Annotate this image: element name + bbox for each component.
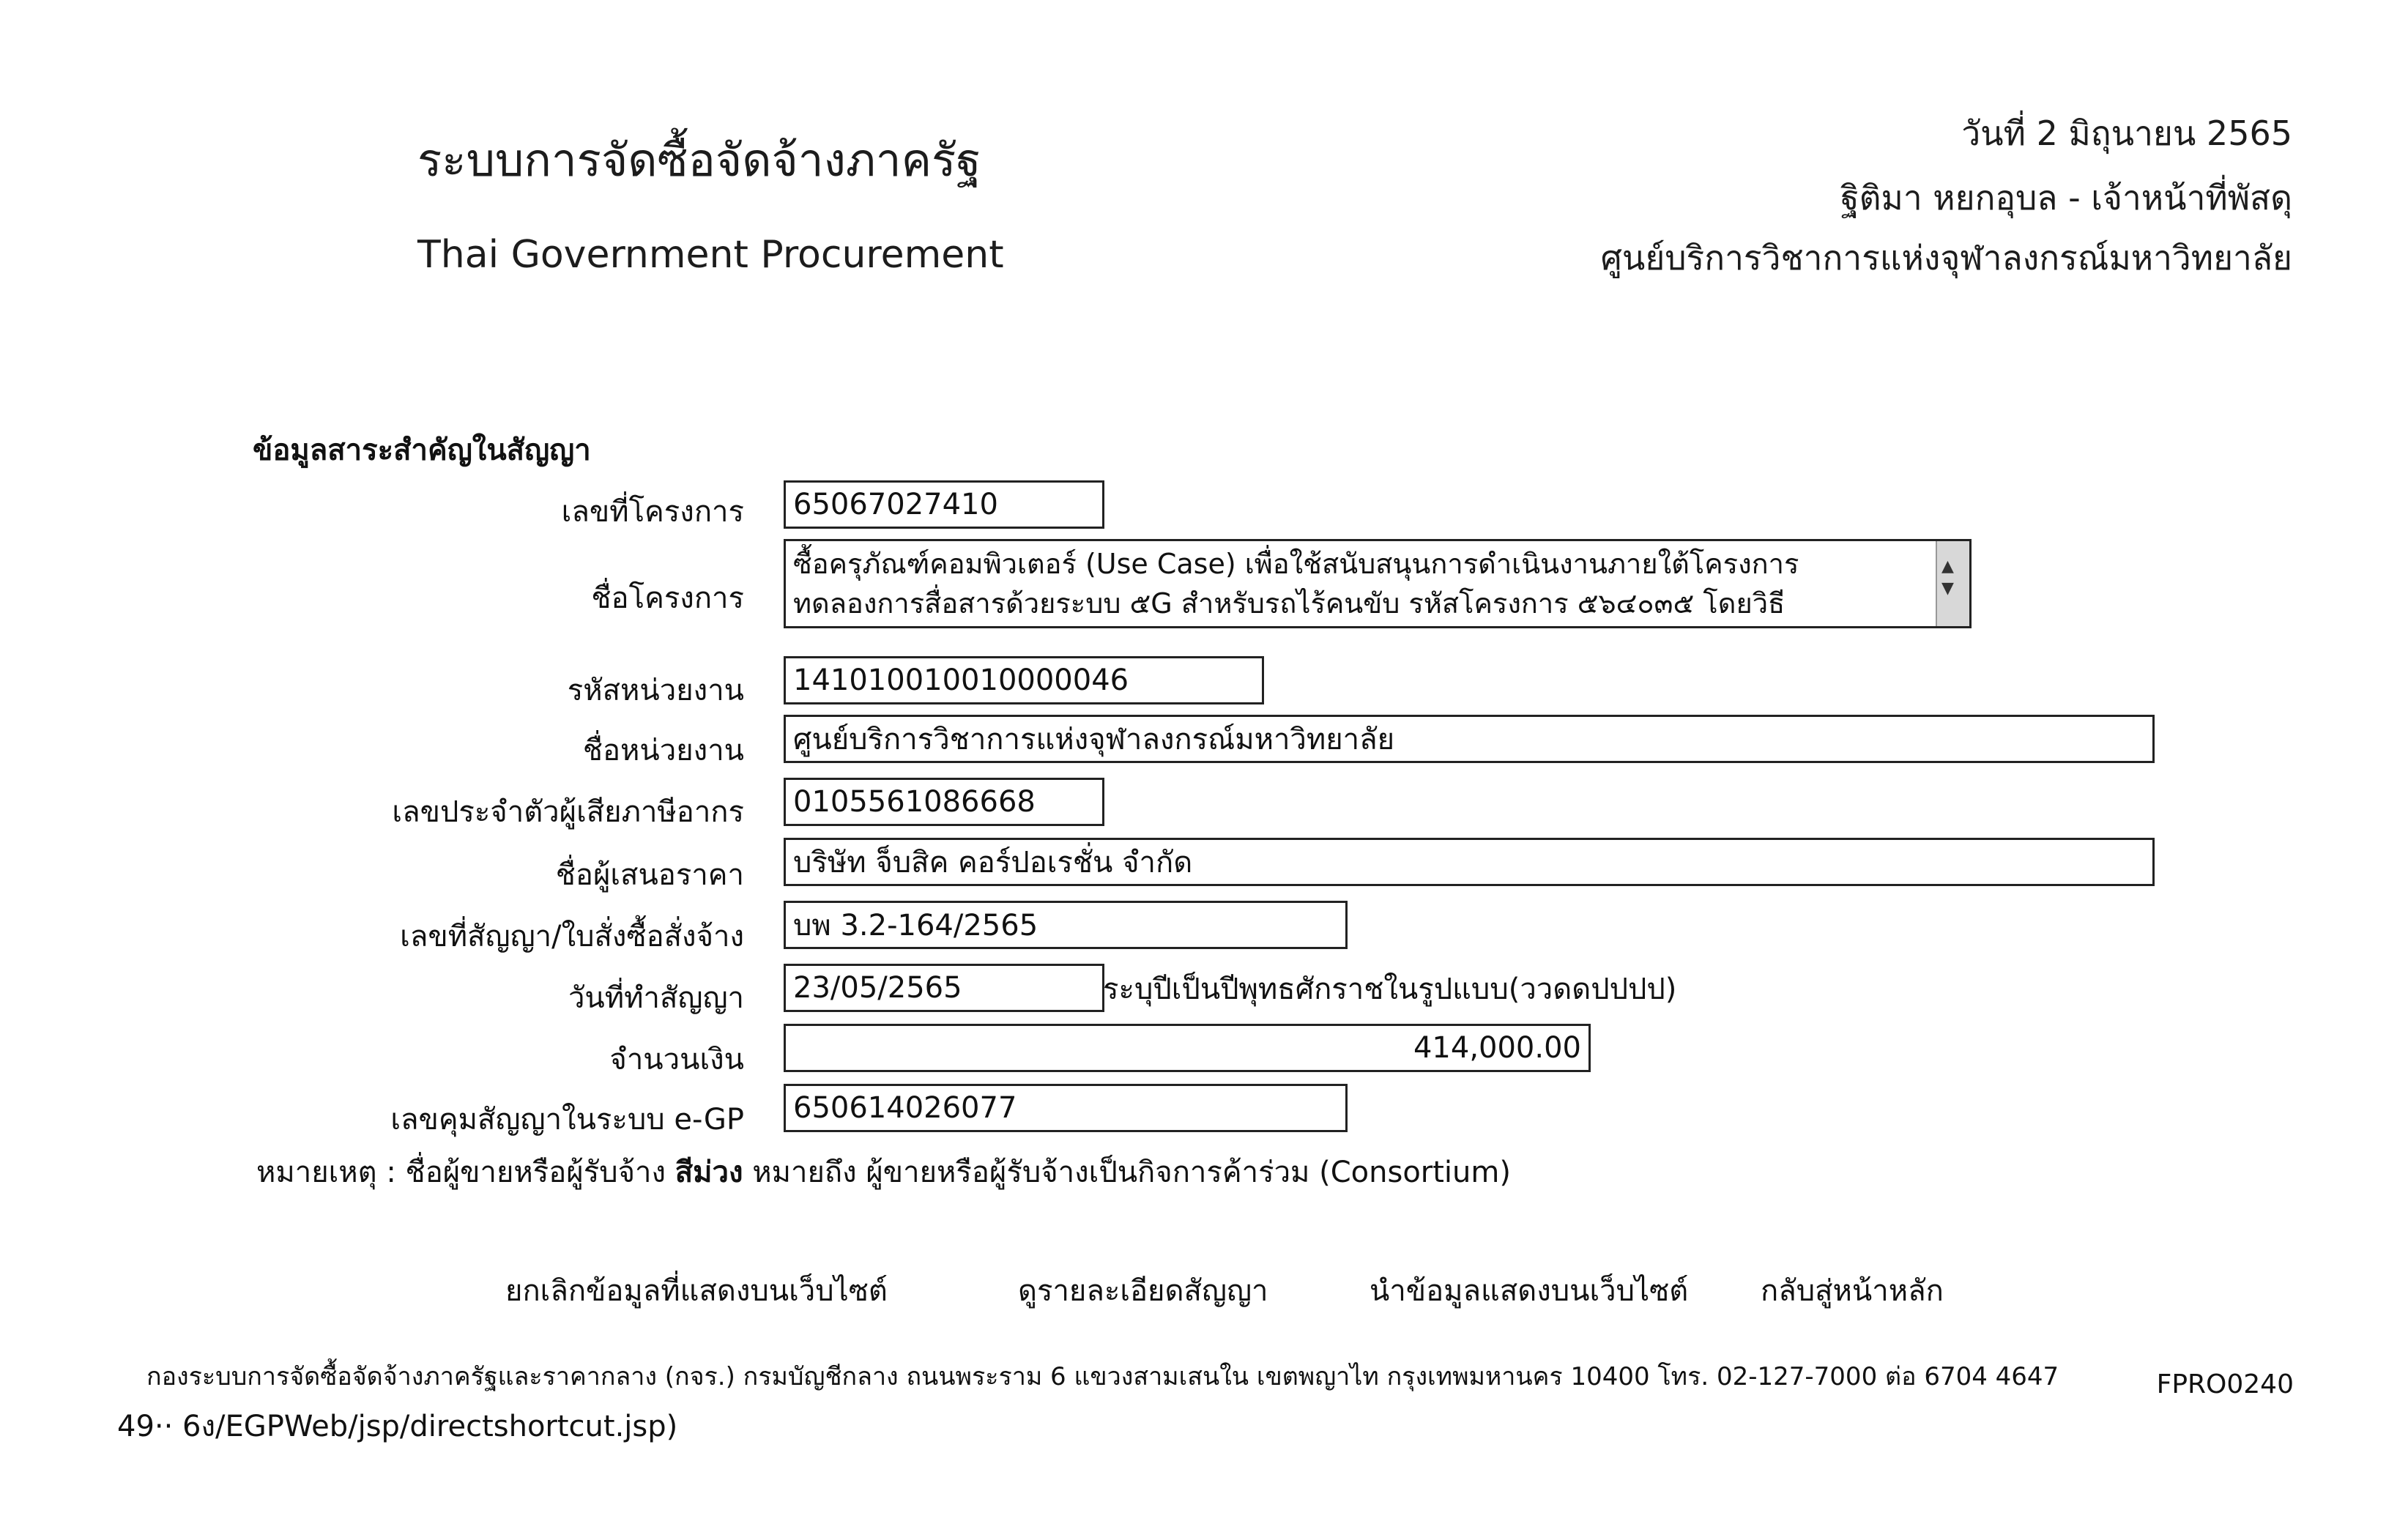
label-tax-id: เลขประจำตัวผู้เสียภาษีอากร <box>392 795 744 829</box>
contract-date-hint: ระบุปีเป็นปีพุทธศักราชในรูปแบบ(ววดดปปปป) <box>1103 973 1677 1006</box>
label-project-number: เลขที่โครงการ <box>561 495 744 529</box>
project-name-line-1: ซื้อครุภัณฑ์คอมพิวเตอร์ (Use Case) เพื่อใช้สนับสนุนการดำเนินงานภายใต้โครงการ <box>793 548 1799 580</box>
header-date: วันที่ 2 มิถุนายน 2565 <box>1961 114 2292 153</box>
header-organization: ศูนย์บริการวิชาการแห่งจุฬาลงกรณ์มหาวิทยาลัย <box>1600 238 2292 278</box>
label-contract-number: เลขที่สัญญา/ใบสั่งซื้อสั่งจ้าง <box>400 920 744 953</box>
view-contract-link[interactable]: ดูรายละเอียดสัญญา <box>1018 1274 1268 1308</box>
project-name-textarea[interactable] <box>784 539 1972 628</box>
title-english: Thai Government Procurement <box>417 233 1004 277</box>
page-code: FPRO0240 <box>2156 1369 2294 1399</box>
project-name-line-2: ทดลองการสื่อสารด้วยระบบ ๕G สำหรับรถไร้คนขับ รหัสโครงการ ๕๖๔๐๓๕ โดยวิธี <box>793 587 1785 620</box>
home-link[interactable]: กลับสู่หน้าหลัก <box>1761 1274 1944 1308</box>
scroll-down-icon[interactable]: ▼ <box>1941 579 1954 598</box>
publish-link[interactable]: นำข้อมูลแสดงบนเว็บไซต์ <box>1370 1274 1689 1308</box>
title-thai: ระบบการจัดซื้อจัดจ้างภาครัฐ <box>417 133 981 187</box>
note-suffix: หมายถึง ผู้ขายหรือผู้รับจ้างเป็นกิจการค้าร่วม (Consortium) <box>752 1156 1511 1189</box>
note-highlight: สีม่วง <box>675 1156 743 1189</box>
label-project-name: ชื่อโครงการ <box>591 581 744 615</box>
note-prefix: หมายเหตุ : ชื่อผู้ขายหรือผู้รับจ้าง <box>256 1156 666 1189</box>
tax-id-field[interactable]: 0105561086668 <box>784 778 1104 826</box>
contract-number-field[interactable]: บพ 3.2-164/2565 <box>784 901 1348 949</box>
section-title: ข้อมูลสาระสำคัญในสัญญา <box>253 434 591 467</box>
label-egp-control: เลขคุมสัญญาในระบบ e-GP <box>390 1103 744 1137</box>
scroll-up-icon[interactable]: ▲ <box>1941 557 1954 576</box>
footer-address: กองระบบการจัดซื้อจัดจ้างภาครัฐและราคากลาง (กจร.) กรมบัญชีกลาง ถนนพระราม 6 แขวงสามเสนใน เขตพญาไท กรุงเทพมหานคร 10400 โทร. 02-127-7000 ต่อ 6704 4647 <box>146 1362 2059 1391</box>
note <box>256 1148 1511 1195</box>
label-amount: จำนวนเงิน <box>609 1043 744 1077</box>
amount-field[interactable]: 414,000.00 <box>784 1024 1591 1072</box>
bidder-name-field[interactable]: บริษัท จ็บสิค คอร์ปอเรชั่น จำกัด <box>784 838 2155 886</box>
agency-name-field[interactable]: ศูนย์บริการวิชาการแห่งจุฬาลงกรณ์มหาวิทยาลัย <box>784 715 2155 763</box>
agency-code-field[interactable]: 141010010010000046 <box>784 656 1264 704</box>
label-bidder-name: ชื่อผู้เสนอราคา <box>555 858 744 892</box>
project-number-field[interactable]: 65067027410 <box>784 480 1104 529</box>
egp-control-field[interactable]: 650614026077 <box>784 1084 1348 1132</box>
contract-date-field[interactable]: 23/05/2565 <box>784 964 1104 1012</box>
label-agency-code: รหัสหน่วยงาน <box>567 674 744 707</box>
label-agency-name: ชื่อหน่วยงาน <box>582 734 744 767</box>
textarea-scrollbar[interactable] <box>1936 541 1969 626</box>
label-contract-date: วันที่ทำสัญญา <box>568 981 744 1015</box>
cancel-publish-link[interactable]: ยกเลิกข้อมูลที่แสดงบนเว็บไซต์ <box>505 1274 888 1308</box>
header-user: ฐิติมา หยกอุบล - เจ้าหน้าที่พัสดุ <box>1840 178 2292 217</box>
page-url: 49·· 6ง/EGPWeb/jsp/directshortcut.jsp) <box>117 1410 678 1443</box>
